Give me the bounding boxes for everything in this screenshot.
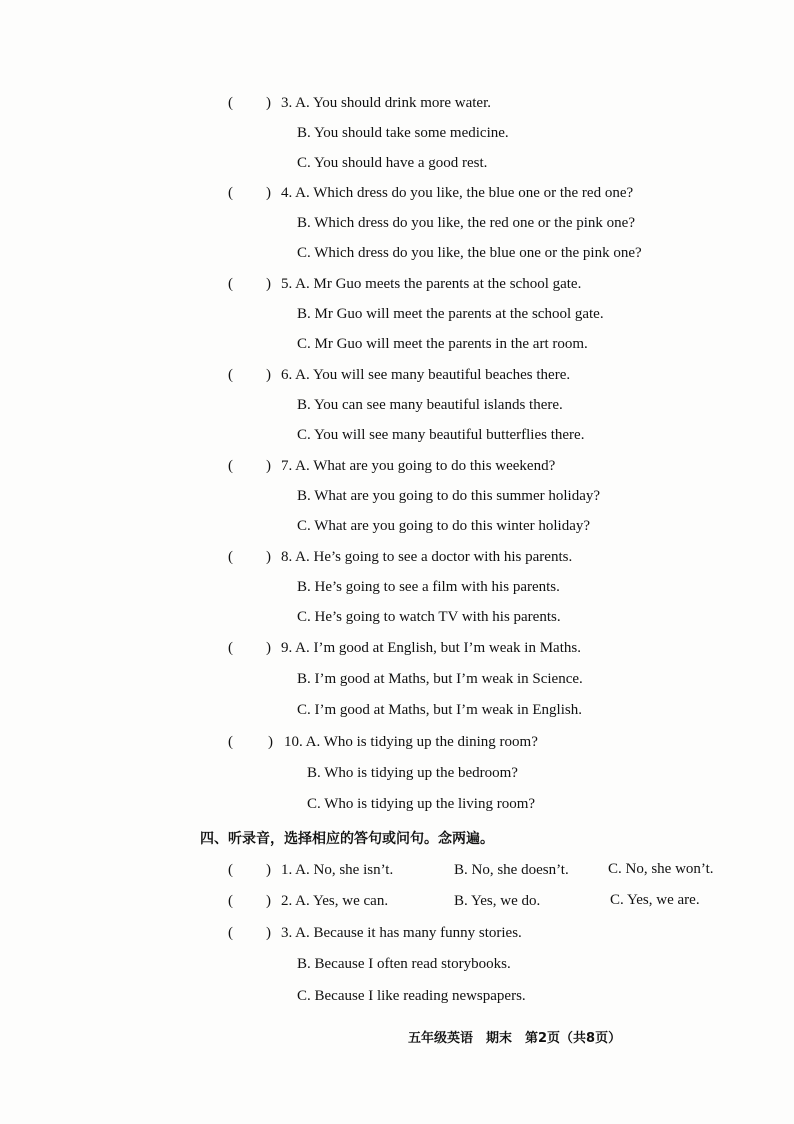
question-5-option-a: 5. A. Mr Guo meets the parents at the school gate.: [281, 276, 582, 292]
answer-paren-open[interactable]: (: [228, 549, 233, 565]
question-8-option-c: C. He’s going to watch TV with his parents.: [297, 609, 561, 625]
s4-question-3-option-b: B. Because I often read storybooks.: [297, 956, 511, 972]
question-6-option-a: 6. A. You will see many beautiful beaches there.: [281, 367, 571, 383]
question-10-option-a: 10. A. Who is tidying up the dining room?: [284, 734, 538, 750]
question-7-option-a: 7. A. What are you going to do this weekend?: [281, 458, 556, 474]
s4-question-1-option-a: 1. A. No, she isn’t.: [281, 862, 394, 878]
question-9-option-a: 9. A. I’m good at English, but I’m weak in Maths.: [281, 640, 581, 656]
answer-paren-close: ): [266, 185, 271, 201]
answer-paren-open[interactable]: (: [228, 367, 233, 383]
answer-paren-close: ): [268, 734, 273, 750]
question-7-option-b: B. What are you going to do this summer holiday?: [297, 488, 601, 504]
question-6-option-b: B. You can see many beautiful islands there.: [297, 397, 563, 413]
answer-paren-close: ): [266, 893, 271, 909]
question-9-option-b: B. I’m good at Maths, but I’m weak in Science.: [297, 671, 583, 687]
question-10-option-b: B. Who is tidying up the bedroom?: [307, 765, 518, 781]
answer-paren-open[interactable]: (: [228, 95, 233, 111]
answer-paren-close: ): [266, 640, 271, 656]
question-3-option-a: 3. A. You should drink more water.: [281, 95, 491, 111]
question-3-option-b: B. You should take some medicine.: [297, 125, 509, 141]
s4-question-1-option-c: C. No, she won’t.: [608, 861, 714, 877]
question-4-option-c: C. Which dress do you like, the blue one or the pink one?: [297, 245, 642, 261]
answer-paren-open[interactable]: (: [228, 925, 233, 941]
question-4-option-b: B. Which dress do you like, the red one or the pink one?: [297, 215, 635, 231]
s4-question-2-option-b: B. Yes, we do.: [454, 893, 541, 909]
answer-paren-close: ): [266, 276, 271, 292]
question-7-option-c: C. What are you going to do this winter holiday?: [297, 518, 591, 534]
page-footer: 五年级英语 期末 第2页（共8页）: [408, 1031, 622, 1046]
answer-paren-open[interactable]: (: [228, 276, 233, 292]
s4-question-3-option-a: 3. A. Because it has many funny stories.: [281, 925, 522, 941]
s4-question-1-option-b: B. No, she doesn’t.: [454, 862, 569, 878]
answer-paren-close: ): [266, 549, 271, 565]
answer-paren-open[interactable]: (: [228, 862, 233, 878]
section-4-heading: 四、听录音，选择相应的答句或问句。念两遍。: [200, 831, 494, 847]
question-3-option-c: C. You should have a good rest.: [297, 155, 488, 171]
question-9-option-c: C. I’m good at Maths, but I’m weak in English.: [297, 702, 582, 718]
answer-paren-open[interactable]: (: [228, 640, 233, 656]
answer-paren-open[interactable]: (: [228, 734, 233, 750]
answer-paren-open[interactable]: (: [228, 185, 233, 201]
answer-paren-open[interactable]: (: [228, 893, 233, 909]
s4-question-2-option-a: 2. A. Yes, we can.: [281, 893, 389, 909]
answer-paren-open[interactable]: (: [228, 458, 233, 474]
answer-paren-close: ): [266, 458, 271, 474]
answer-paren-close: ): [266, 367, 271, 383]
question-8-option-a: 8. A. He’s going to see a doctor with his parents.: [281, 549, 573, 565]
s4-question-2-option-c: C. Yes, we are.: [610, 892, 700, 908]
question-5-option-b: B. Mr Guo will meet the parents at the school gate.: [297, 306, 604, 322]
question-10-option-c: C. Who is tidying up the living room?: [307, 796, 536, 812]
question-4-option-a: 4. A. Which dress do you like, the blue one or the red one?: [281, 185, 634, 201]
question-8-option-b: B. He’s going to see a film with his parents.: [297, 579, 560, 595]
answer-paren-close: ): [266, 862, 271, 878]
answer-paren-close: ): [266, 925, 271, 941]
question-6-option-c: C. You will see many beautiful butterflies there.: [297, 427, 585, 443]
s4-question-3-option-c: C. Because I like reading newspapers.: [297, 988, 526, 1004]
answer-paren-close: ): [266, 95, 271, 111]
question-5-option-c: C. Mr Guo will meet the parents in the art room.: [297, 336, 588, 352]
